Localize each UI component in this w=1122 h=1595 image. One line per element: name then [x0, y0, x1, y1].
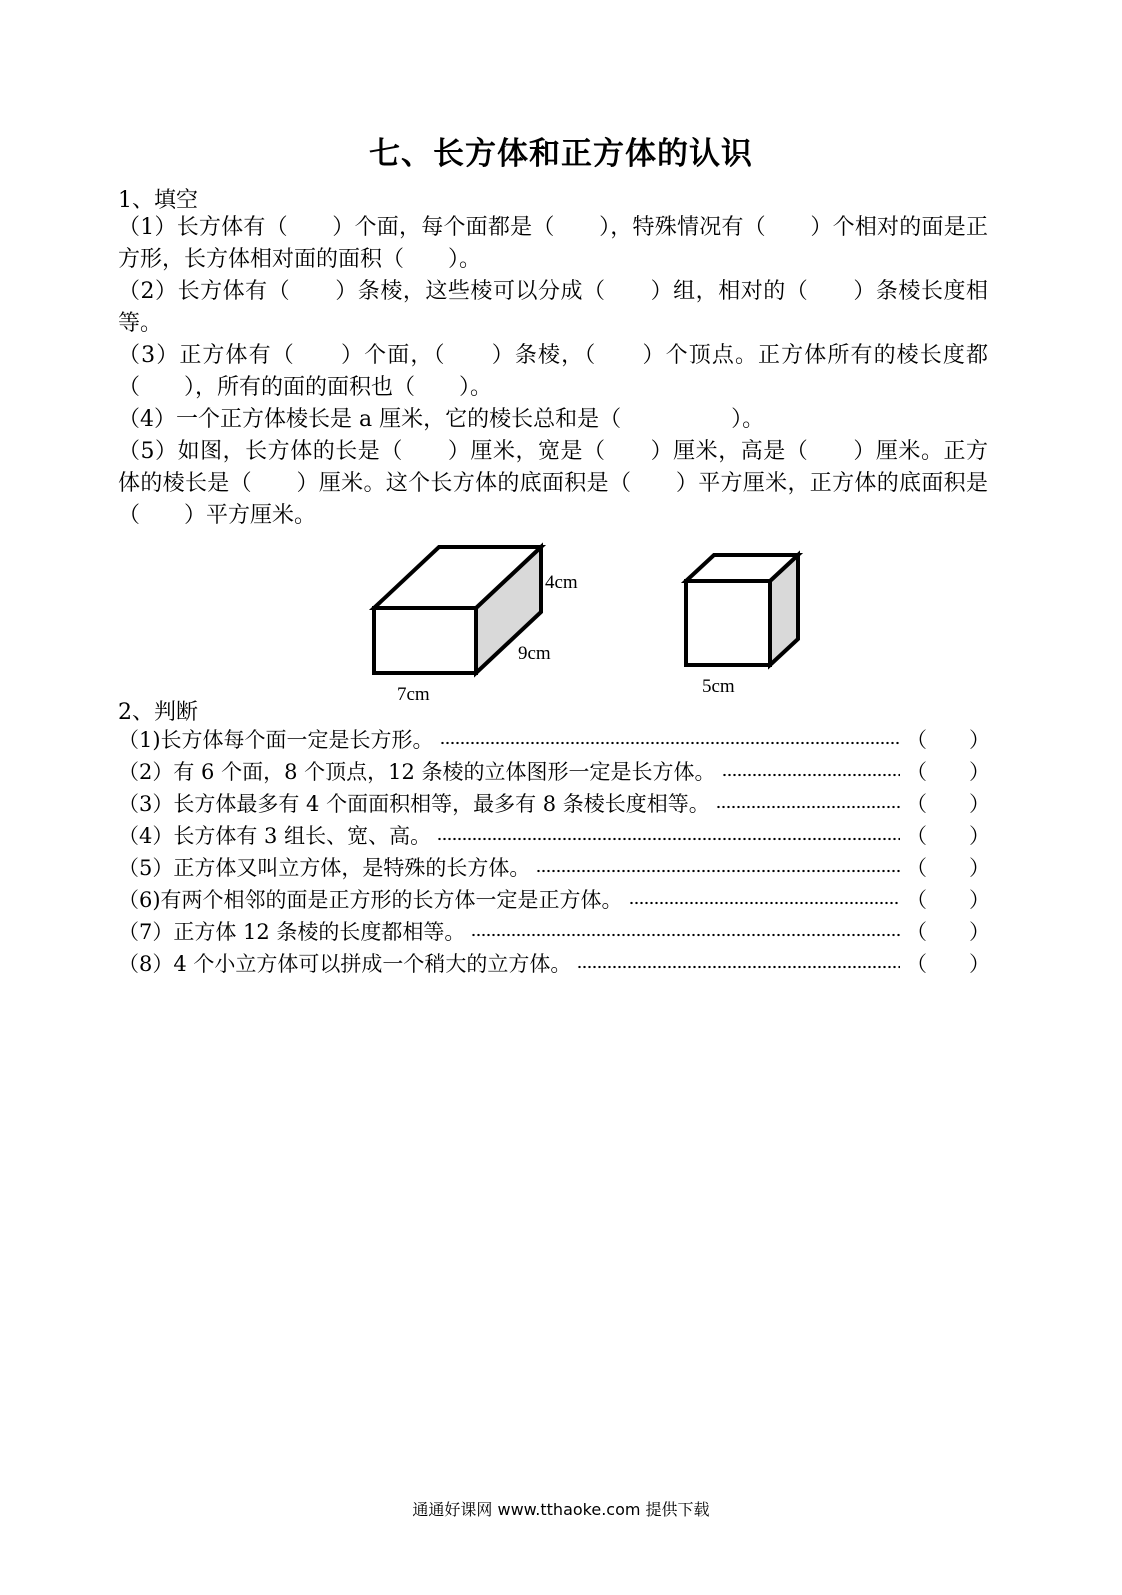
- answer-blank: （ ）: [906, 760, 990, 784]
- judge-item: [118, 947, 990, 979]
- cuboid-width-label: 9cm: [518, 643, 551, 664]
- answer-blank: （ ）: [906, 856, 990, 880]
- cube-figure: [686, 555, 798, 665]
- answer-blank: （ ）: [906, 824, 990, 848]
- judge-item: [118, 915, 990, 947]
- dot-leader: [440, 741, 900, 745]
- dot-leader: [437, 837, 900, 841]
- section1-heading: 1、填空: [118, 188, 198, 213]
- judge-item: [118, 755, 990, 787]
- fill-blank-item-4: （4）一个正方体棱长是 a 厘米，它的棱长总和是（ ）。: [118, 407, 765, 432]
- dot-leader: [722, 773, 900, 777]
- answer-blank: （ ）: [906, 792, 990, 816]
- answer-blank: （ ）: [906, 920, 990, 944]
- judge-item-text: （2）有 6 个面，8 个顶点，12 条棱的立体图形一定是长方体。: [118, 760, 716, 784]
- dot-leader: [577, 965, 900, 969]
- judge-item-text: （8）4 个小立方体可以拼成一个稍大的立方体。: [118, 952, 572, 976]
- cuboid-length-label: 7cm: [397, 684, 430, 705]
- cube-edge-label: 5cm: [702, 676, 735, 697]
- cuboid-figure: [374, 547, 541, 673]
- dot-leader: [536, 869, 900, 873]
- fill-blank-item-3: （3）正方体有（ ）个面，（ ）条棱，（ ）个顶点。正方体所有的棱长度都（ ），所有的面的面积也（ ）。: [118, 343, 988, 400]
- answer-blank: （ ）: [906, 888, 990, 912]
- judge-item-text: （7）正方体 12 条棱的长度都相等。: [118, 920, 466, 944]
- judge-item-text: （4）长方体有 3 组长、宽、高。: [118, 824, 432, 848]
- section2-heading: 2、判断: [118, 700, 198, 725]
- judge-item: [118, 787, 990, 819]
- judge-item-text: （5）正方体又叫立方体，是特殊的长方体。: [118, 856, 531, 880]
- page-footer: 通通好课网 www.tthaoke.com 提供下载: [412, 1500, 710, 1519]
- page-title: 七、长方体和正方体的认识: [369, 136, 753, 172]
- cuboid-height-label: 4cm: [545, 572, 578, 593]
- judge-item-text: （1)长方体每个面一定是长方形。: [118, 728, 434, 752]
- fill-blank-item-1: （1）长方体有（ ）个面，每个面都是（ ），特殊情况有（ ）个相对的面是正方形，长方体相对面的面积（ ）。: [118, 215, 988, 272]
- answer-blank: （ ）: [906, 728, 990, 752]
- judge-item: [118, 723, 990, 755]
- judge-item: [118, 851, 990, 883]
- dot-leader: [471, 933, 900, 937]
- fill-blank-item-5: （5）如图，长方体的长是（ ）厘米，宽是（ ）厘米，高是（ ）厘米。正方体的棱长是（ ）厘米。这个长方体的底面积是（ ）平方厘米，正方体的底面积是（ ）平方厘米。: [118, 439, 988, 528]
- judge-item-text: （3）长方体最多有 4 个面面积相等，最多有 8 条棱长度相等。: [118, 792, 710, 816]
- answer-blank: （ ）: [906, 952, 990, 976]
- dot-leader: [716, 805, 900, 809]
- judge-item: [118, 819, 990, 851]
- judge-item: [118, 883, 990, 915]
- dot-leader: [629, 901, 900, 905]
- fill-blank-item-2: （2）长方体有（ ）条棱，这些棱可以分成（ ）组，相对的（ ）条棱长度相等。: [118, 279, 988, 336]
- judge-item-text: （6)有两个相邻的面是正方形的长方体一定是正方体。: [118, 888, 623, 912]
